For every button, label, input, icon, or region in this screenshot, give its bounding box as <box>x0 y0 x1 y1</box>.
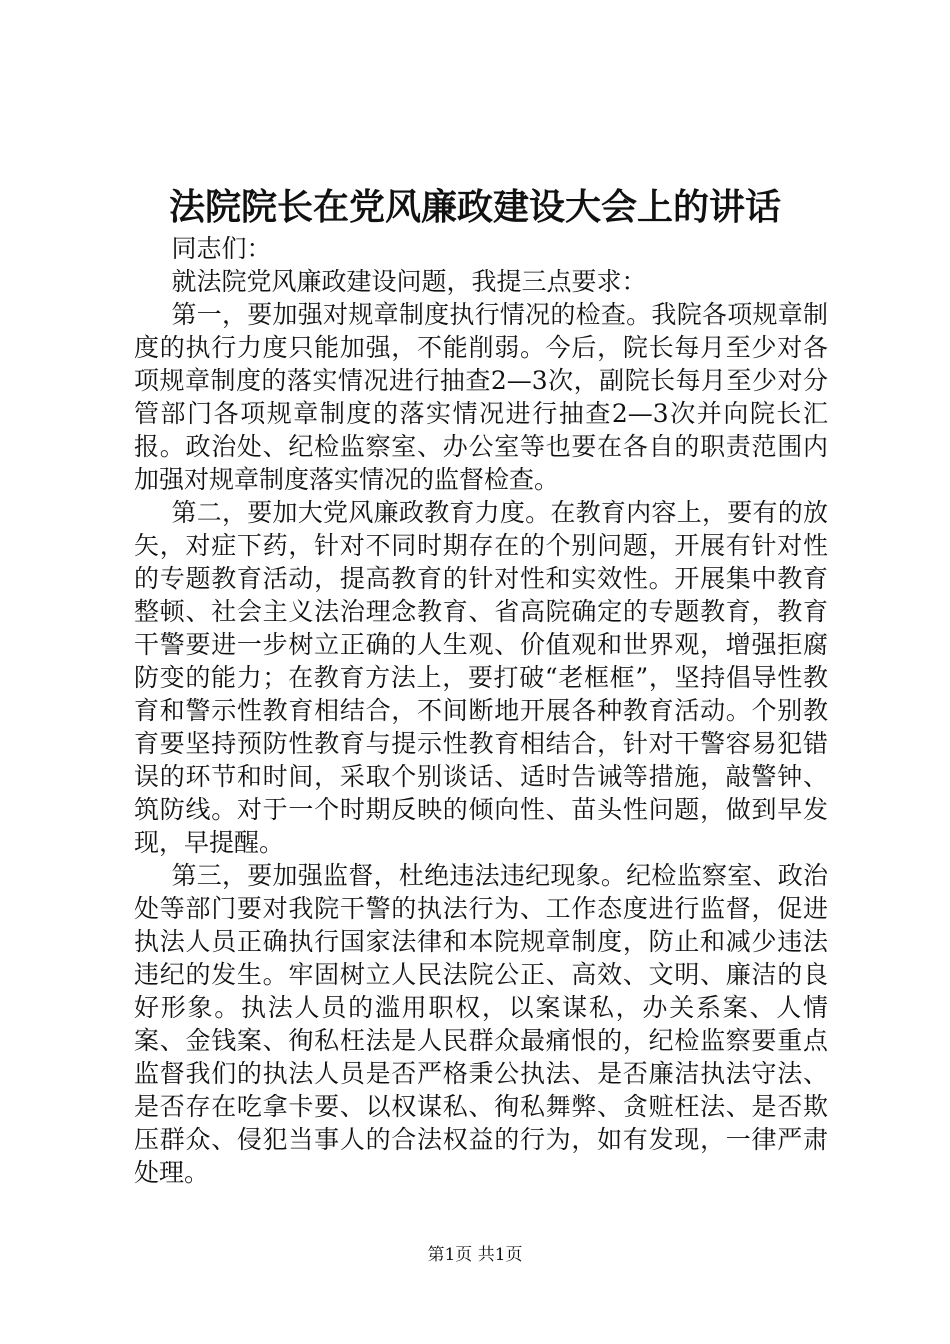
document-body <box>134 232 828 1189</box>
page-number: 第1页 共1页 <box>427 1245 523 1265</box>
paragraph-second-point: 第二，要加大党风廉政教育力度。在教育内容上，要有的放矢，对症下药，针对不同时期存在的个别问题，开展有针对性的专题教育活动，提高教育的针对性和实效性。开展集中教育整顿、社会主义法治理念教育、省高院确定的专题教育，教育干警要进一步树立正确的人生观、价值观和世界观，增强拒腐防变的能力；在教育方法上，要打破“老框框”，坚持倡导性教育和警示性教育相结合，不间断地开展各种教育活动。个别教育要坚持预防性教育与提示性教育相结合，针对干警容易犯错误的环节和时间，采取个别谈话、适时告诫等措施，敲警钟、筑防线。对于一个时期反映的倾向性、苗头性问题，做到早发现，早提醒。 <box>134 498 828 857</box>
greeting: 同志们： <box>171 234 272 263</box>
paragraph-first-point: 第一，要加强对规章制度执行情况的检查。我院各项规章制度的执行力度只能加强，不能削弱。今后，院长每月至少对各项规章制度的落实情况进行抽查2—3次，副院长每月至少对分管部门各项规章制度的落实情况进行抽查2—3次并向院长汇报。政治处、纪检监察室、办公室等也要在各自的职责范围内加强对规章制度落实情况的监督检查。 <box>134 300 828 494</box>
paragraph-intro: 就法院党风廉政建设问题，我提三点要求： <box>171 267 647 296</box>
document-title: 法院院长在党风廉政建设大会上的讲话 <box>168 186 781 228</box>
paragraph-third-point: 第三，要加强监督，杜绝违法违纪现象。纪检监察室、政治处等部门要对我院干警的执法行为、工作态度进行监督，促进执法人员正确执行国家法律和本院规章制度，防止和减少违法违纪的发生。牢固树立人民法院公正、高效、文明、廉洁的良好形象。执法人员的滥用职权，以案谋私，办关系案、人情案、金钱案、徇私枉法是人民群众最痛恨的，纪检监察要重点监督我们的执法人员是否严格秉公执法、是否廉洁执法守法、是否存在吃拿卡要、以权谋私、徇私舞弊、贪赃枉法、是否欺压群众、侵犯当事人的合法权益的行为，如有发现，一律严肃处理。 <box>134 861 828 1187</box>
